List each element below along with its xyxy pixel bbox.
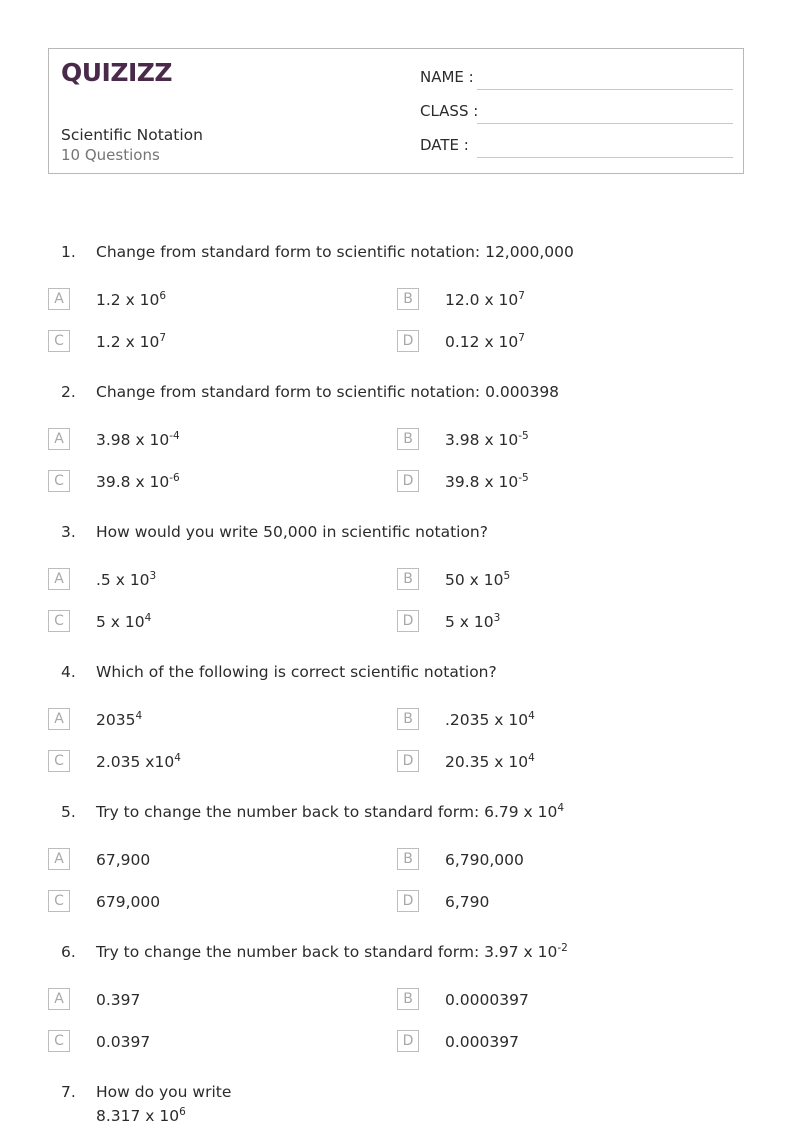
option-text: .5 x $10^3$ xyxy=(96,570,157,589)
option-letter-box[interactable]: B xyxy=(397,568,419,590)
option-text: 0.000397 xyxy=(445,1033,519,1051)
class-label: CLASS : xyxy=(420,102,479,120)
exponent: -5 xyxy=(518,472,529,484)
worksheet-header xyxy=(48,48,744,174)
option-letter-box[interactable]: D xyxy=(397,750,419,772)
name-line xyxy=(477,89,733,90)
exponent: -2 xyxy=(557,942,568,954)
option-text: 5 x $10^4$ xyxy=(96,612,152,631)
option-letter-box[interactable]: C xyxy=(48,750,70,772)
question-number: 6. xyxy=(61,943,76,961)
question-text: Change from standard form to scientific notation: 12,000,000 xyxy=(96,243,574,261)
exponent: 4 xyxy=(135,710,143,722)
option-letter-box[interactable]: D xyxy=(397,890,419,912)
worksheet-title: Scientific Notation xyxy=(61,126,203,144)
option-letter-box[interactable]: D xyxy=(397,470,419,492)
option-text: 1.2 x $10^7$ xyxy=(96,332,167,351)
option-text: 6,790,000 xyxy=(445,851,524,869)
option-letter-box[interactable]: A xyxy=(48,288,70,310)
option-letter-box[interactable]: B xyxy=(397,708,419,730)
question-text: Try to change the number back to standard form: 6.79 x $10^4$ xyxy=(96,802,565,821)
exponent: 7 xyxy=(518,332,525,344)
exponent: 4 xyxy=(557,802,565,814)
option-text: 1.2 x $10^6$ xyxy=(96,290,167,309)
exponent: -6 xyxy=(169,472,180,484)
date-line xyxy=(477,157,733,158)
question-number: 2. xyxy=(61,383,76,401)
question-text: Which of the following is correct scientific notation? xyxy=(96,663,497,681)
option-letter-box[interactable]: A xyxy=(48,568,70,590)
exponent: 4 xyxy=(144,612,152,624)
option-text: 5 x $10^3$ xyxy=(445,612,501,631)
option-letter-box[interactable]: A xyxy=(48,848,70,870)
question-number: 5. xyxy=(61,803,76,821)
exponent: 4 xyxy=(528,752,535,764)
question-number: 7. xyxy=(61,1083,76,1101)
option-text: 0.397 xyxy=(96,991,141,1009)
option-letter-box[interactable]: D xyxy=(397,610,419,632)
option-text: 2035$^4$ xyxy=(96,710,143,729)
option-letter-box[interactable]: D xyxy=(397,1030,419,1052)
option-letter-box[interactable]: B xyxy=(397,848,419,870)
option-text: 679,000 xyxy=(96,893,161,911)
option-letter-box[interactable]: A xyxy=(48,708,70,730)
exponent: 6 xyxy=(179,1106,186,1118)
exponent: -5 xyxy=(518,430,529,442)
question-text: How would you write 50,000 in scientific notation? xyxy=(96,523,488,541)
option-text: 67,900 xyxy=(96,851,151,869)
option-text: 6,790 xyxy=(445,893,490,911)
option-letter-box[interactable]: A xyxy=(48,988,70,1010)
option-text: 39.8 x $10^{-6}$ xyxy=(96,472,180,491)
option-letter-box[interactable]: B xyxy=(397,428,419,450)
option-letter-box[interactable]: C xyxy=(48,890,70,912)
question-text: Try to change the number back to standard form: 3.97 x $10^{-2}$ xyxy=(96,942,568,961)
exponent: 7 xyxy=(518,290,525,302)
option-text: 50 x $10^5$ xyxy=(445,570,511,589)
option-letter-box[interactable]: C xyxy=(48,1030,70,1052)
exponent: -4 xyxy=(169,430,180,442)
option-text: 3.98 x $10^{-4}$ xyxy=(96,430,180,449)
option-text: 12.0 x $10^7$ xyxy=(445,290,525,309)
option-letter-box[interactable]: C xyxy=(48,470,70,492)
option-text: 0.12 x $10^7$ xyxy=(445,332,525,351)
class-line xyxy=(477,123,733,124)
exponent: 4 xyxy=(528,710,535,722)
option-text: 0.0397 xyxy=(96,1033,151,1051)
question-text: How do you write xyxy=(96,1083,232,1101)
option-text: 2.035 $x10^4$ xyxy=(96,752,181,771)
option-text: 0.0000397 xyxy=(445,991,529,1009)
option-text: 20.35 x $10^4$ xyxy=(445,752,535,771)
exponent: 4 xyxy=(174,752,181,764)
exponent: 7 xyxy=(159,332,167,344)
option-letter-box[interactable]: B xyxy=(397,288,419,310)
exponent: 6 xyxy=(159,290,167,302)
date-field[interactable] xyxy=(420,136,733,158)
question-number: 4. xyxy=(61,663,76,681)
name-label: NAME : xyxy=(420,68,474,86)
question-text: Change from standard form to scientific notation: 0.000398 xyxy=(96,383,560,401)
option-letter-box[interactable]: C xyxy=(48,330,70,352)
option-text: 39.8 x $10^{-5}$ xyxy=(445,472,529,491)
option-text: .2035 x $10^4$ xyxy=(445,710,535,729)
exponent: 5 xyxy=(503,570,511,582)
option-letter-box[interactable]: D xyxy=(397,330,419,352)
name-field[interactable] xyxy=(420,68,733,90)
question-count: 10 Questions xyxy=(61,146,160,164)
question-number: 1. xyxy=(61,243,76,261)
question-text-line2: 8.317 x $10^6$ xyxy=(96,1106,186,1125)
option-letter-box[interactable]: B xyxy=(397,988,419,1010)
date-label: DATE : xyxy=(420,136,469,154)
quizizz-logo: QUIZIZZ xyxy=(61,58,173,87)
option-letter-box[interactable]: C xyxy=(48,610,70,632)
option-letter-box[interactable]: A xyxy=(48,428,70,450)
exponent: 3 xyxy=(149,570,157,582)
option-text: 3.98 x $10^{-5}$ xyxy=(445,430,529,449)
class-field[interactable] xyxy=(420,102,733,124)
exponent: 3 xyxy=(493,612,501,624)
question-number: 3. xyxy=(61,523,76,541)
